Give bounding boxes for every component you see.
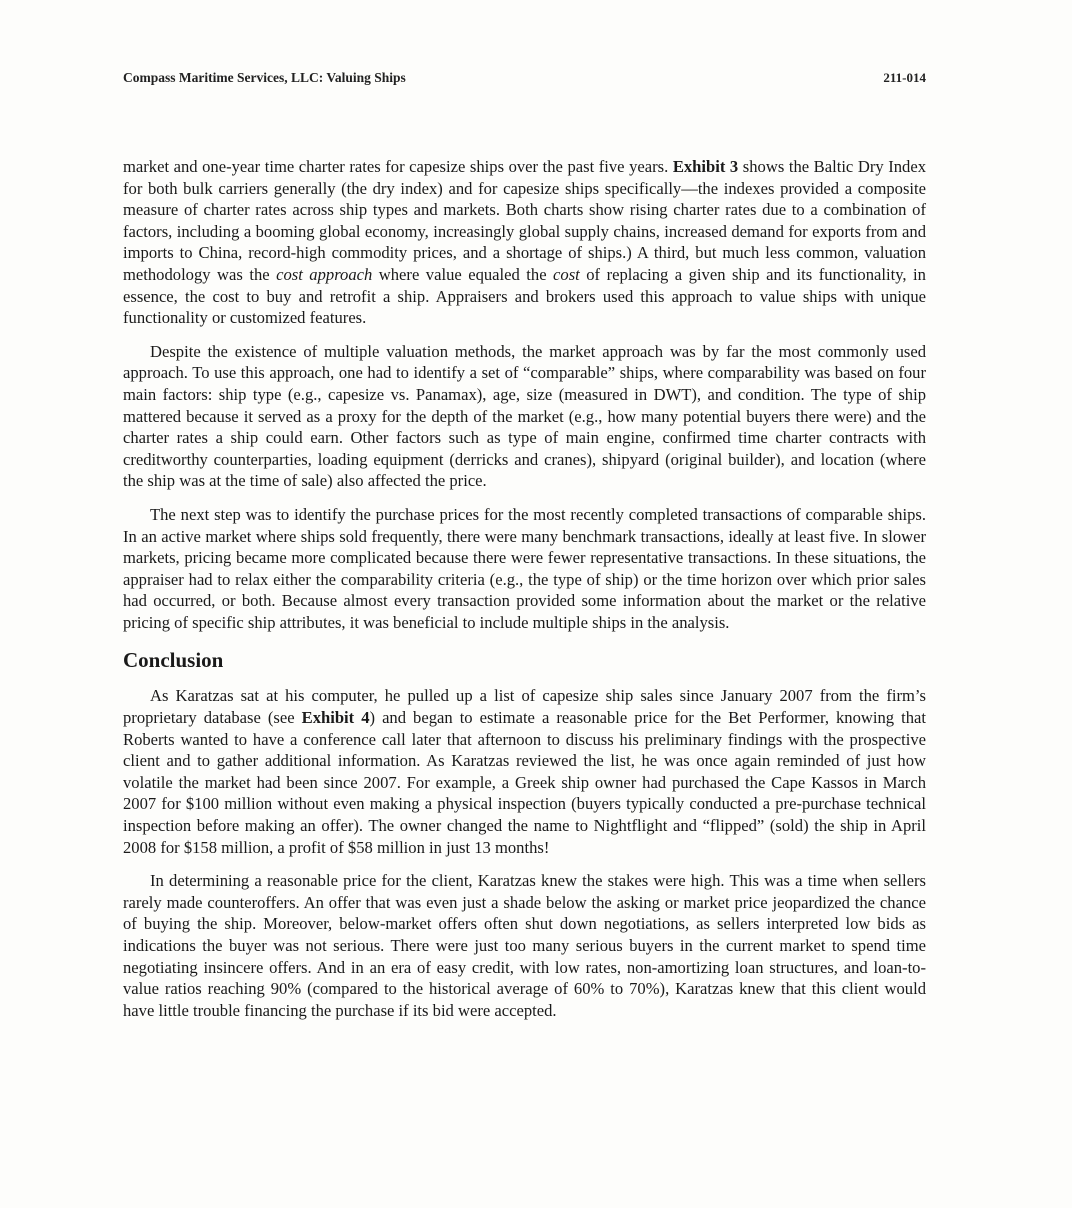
- exhibit-3-reference: Exhibit 3: [672, 157, 739, 176]
- paragraph-4: [123, 685, 926, 858]
- cost-approach-term: cost approach: [276, 264, 373, 284]
- paragraph-1: [123, 156, 926, 329]
- paragraph-3: The next step was to identify the purchase prices for the most recently completed transactions of comparable ships. In an active market where ships sold frequently, there were many benchmark transactions, ideally at least five. In slower markets, pricing became more complicated because there were fewer representative transactions. In these situations, the appraiser had to relax either the comparability criteria (e.g., the type of ship) or the time horizon over which prior sales had occurred, or both. Because almost every transaction provided some information about the market or the relative pricing of specific ship attributes, it was beneficial to include multiple ships in the analysis.: [123, 504, 926, 632]
- exhibit-4-reference: Exhibit 4: [301, 708, 370, 728]
- paragraph-1-text-c: where value equaled the: [372, 264, 554, 284]
- paragraph-2: Despite the existence of multiple valuation methods, the market approach was by far the most commonly used approach. To use this approach, one had to identify a set of “comparable” ships, where comparability was based on four main factors: ship type (e.g., capesize vs. Panamax), age, size (measured in DWT), and condition. The type of ship mattered because it served as a proxy for the depth of the market (e.g., how many potential buyers there were) and the charter rates a ship could earn. Other factors such as type of main engine, confirmed time charter contracts with creditworthy counterparties, loading equipment (derricks and cranes), shipyard (original builder), and location (where the ship was at the time of sale) also affected the price.: [123, 341, 926, 491]
- conclusion-heading: Conclusion: [123, 648, 224, 673]
- paragraph-1-text-d: of replacing a given ship and its functionality, in essence, the cost to buy and retrofit a ship. Appraisers and brokers used this approach to value ships with unique functionality or customized features.: [123, 264, 926, 328]
- paragraph-5: In determining a reasonable price for the client, Karatzas knew the stakes were high. This was a time when sellers rarely made counteroffers. An offer that was even just a shade below the asking or market price jeopardized the chance of buying the ship. Moreover, below-market offers often shut down negotiations, as sellers interpreted low bids as indications the buyer was not serious. There were just too many serious buyers in the current market to spend time negotiating insincere offers. And in an era of easy credit, with low rates, non-amortizing loan structures, and loan-to-value ratios reaching 90% (compared to the historical average of 60% to 70%), Karatzas knew that this client would have little trouble financing the purchase if its bid were accepted.: [123, 871, 926, 1020]
- paragraph-1-text-b: shows the Baltic Dry Index for both bulk carriers generally (the dry index) and for capesize ships specifically—the indexes provided a composite measure of charter rates across ship types and markets. Both charts show rising charter rates due to a combination of factors, including a booming global economy, increasingly global supply chains, increased demand for exports from and imports to China, record-high commodity prices, and a shortage of ships.) A third, but much less common, valuation methodology was the: [123, 157, 926, 284]
- paragraph-1-text-a: market and one-year time charter rates for capesize ships over the past five years.: [123, 157, 673, 176]
- paragraph-4-text-b: ) and began to estimate a reasonable price for the Bet Performer, knowing that Roberts wanted to have a conference call later that afternoon to discuss his preliminary findings with the prospective client and to gather additional information. As Karatzas reviewed the list, he was once again reminded of just how volatile the market had been since 2007. For example, a Greek ship owner had purchased the Cape Kassos in March 2007 for $100 million without even making a physical inspection (buyers typically conducted a pre-purchase technical inspection before making an offer). The owner changed the name to Nightflight and “flipped” (sold) the ship in April 2008 for $158 million, a profit of $58 million in just 13 months!: [123, 708, 926, 857]
- paragraph-4-text-a: As Karatzas sat at his computer, he pulled up a list of capesize ship sales since January 2007 from the firm’s proprietary database (see: [123, 686, 926, 728]
- body-text: [123, 156, 926, 1033]
- running-header: [123, 70, 926, 90]
- case-number: 211-014: [883, 70, 926, 85]
- cost-term: cost: [553, 264, 580, 284]
- running-title: Compass Maritime Services, LLC: Valuing Ships: [123, 70, 406, 85]
